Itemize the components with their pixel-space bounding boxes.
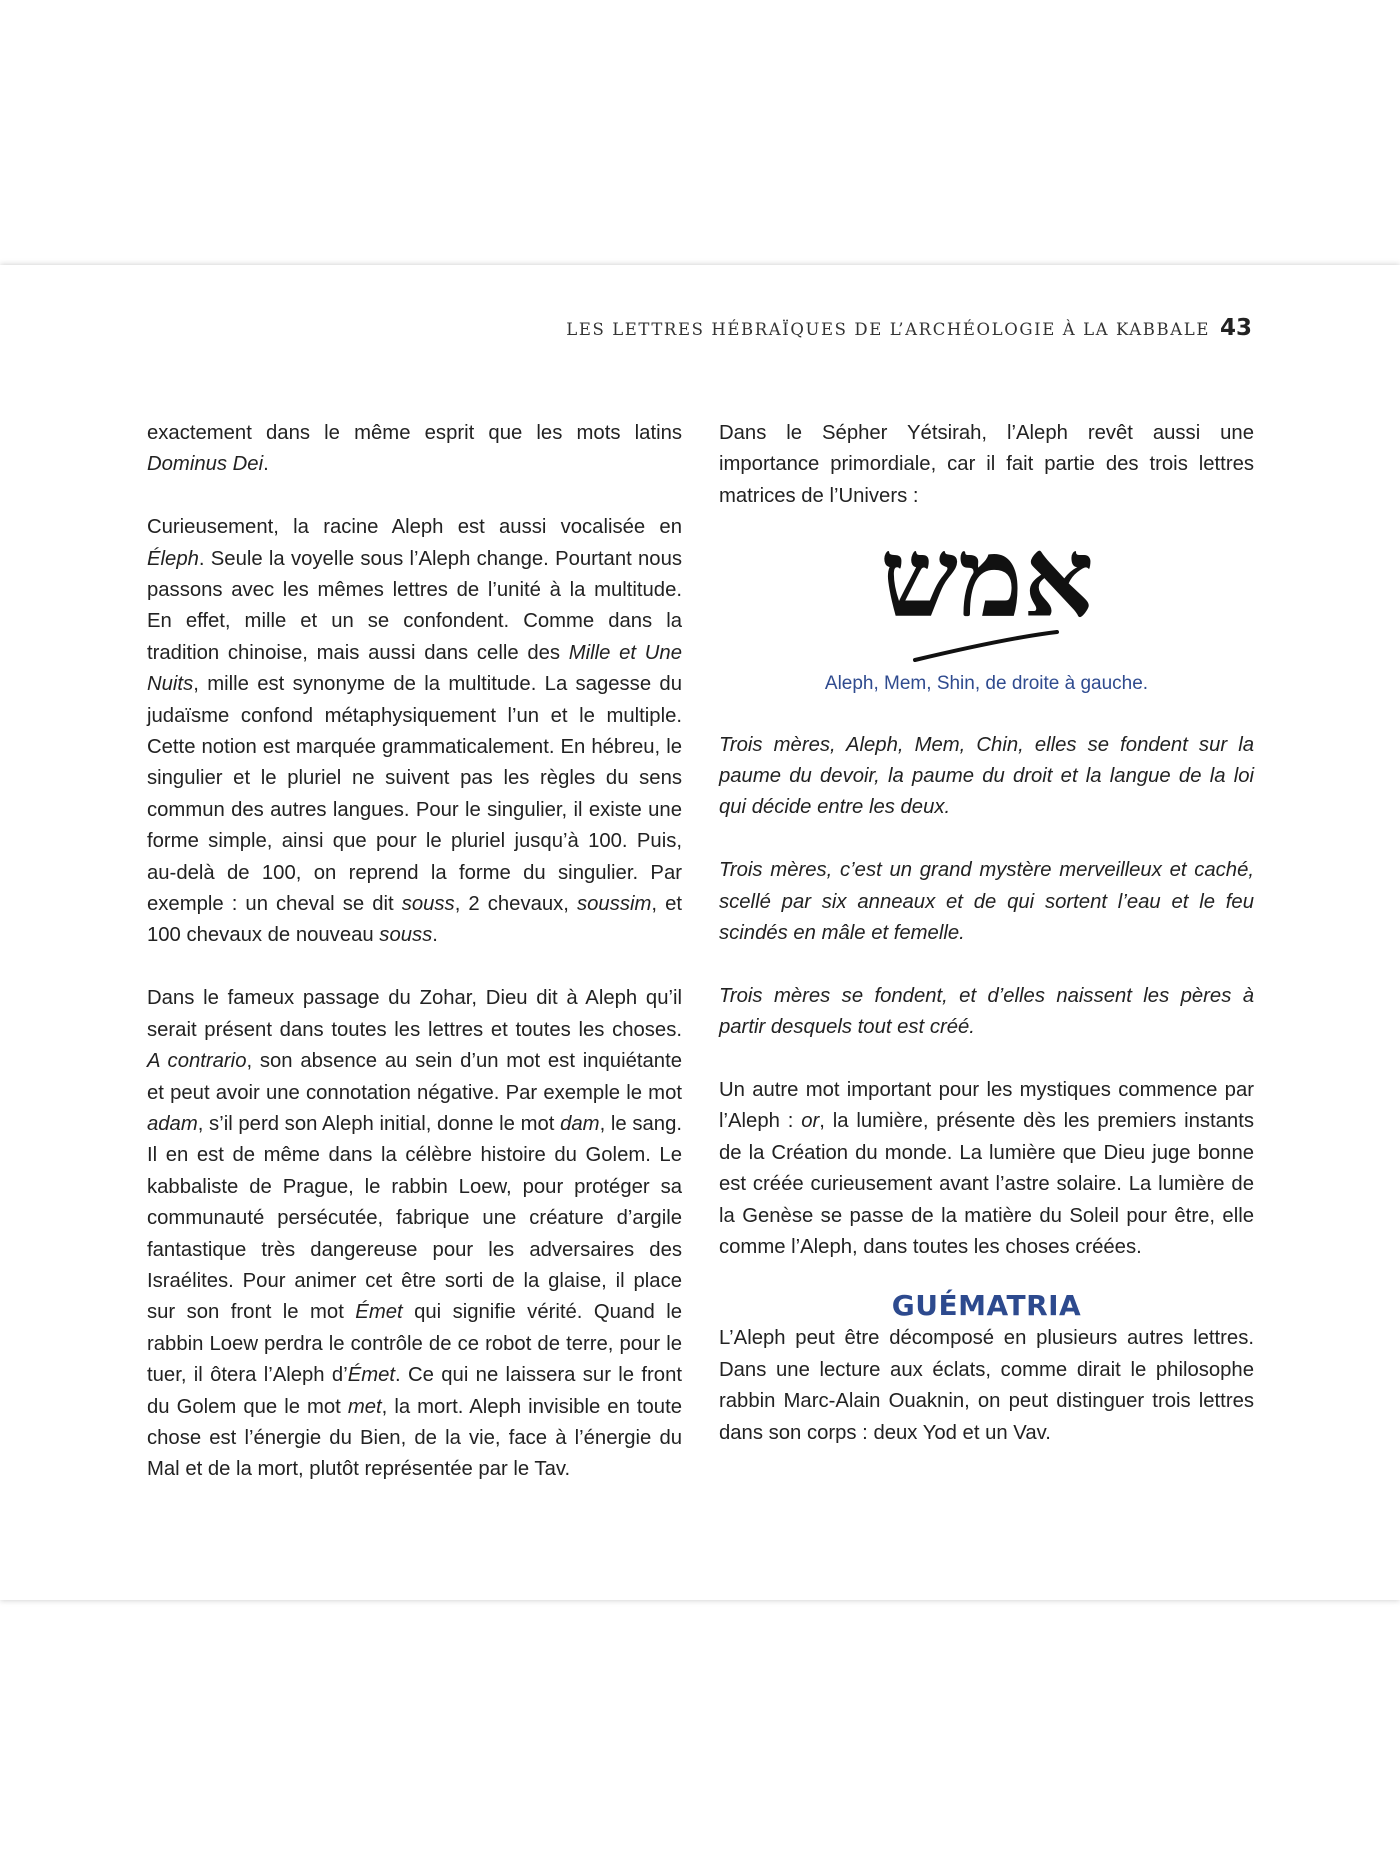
right-paragraph-run-0: Un autre mot important pour les mystiques commence par l’Aleph : <box>719 1079 1254 1133</box>
paragraph-guematria: L’Aleph peut être décomposé en plusieurs autres lettres. Dans une lecture aux éclats, comme dirait le philosophe rabbin Marc-Alain Ouaknin, on peut distinguer trois lettres dans son corps : deux Yod et un Vav. <box>719 1327 1254 1444</box>
right-column <box>719 418 1254 1449</box>
left-paragraph-1-run-4: , mille est synonyme de la multitude. La sagesse du judaïsme confond métaphysiquement l’un et le multiple. Cette notion est marquée grammaticalement. En hébreu, le singulier et le pluriel ne suivent pas les règles du sens commun des autres langues. Pour le singulier, il existe une forme simple, ainsi que pour le pluriel jusqu’à 100. Puis, au-delà de 100, on reprend la forme du singulier. Par exemple : un cheval se dit <box>147 673 682 916</box>
left-paragraph-0-run-0: exactement dans le même esprit que les mots latins <box>147 422 682 444</box>
right-paragraph-run-1: or <box>801 1110 820 1133</box>
left-paragraph-0-run-2: . <box>263 453 269 476</box>
left-paragraph-2-run-9: Émet <box>347 1364 396 1387</box>
quote-3: Trois mères se fondent, et d’elles naissent les pères à partir desquels tout est créé. <box>719 984 1254 1039</box>
left-paragraph-2-run-1: A contrario <box>147 1050 247 1073</box>
left-paragraph-1-run-7: soussim <box>577 893 652 916</box>
left-paragraph-2-run-0: Dans le fameux passage du Zohar, Dieu dit à Aleph qu’il serait présent dans toutes les lettres et toutes les choses. <box>147 987 682 1041</box>
left-paragraph-1-run-9: souss <box>379 924 433 947</box>
figure-caption: Aleph, Mem, Shin, de droite à gauche. <box>824 673 1149 695</box>
right-paragraph-run-2: , la lumière, présente dès les premiers instants de la Création du monde. La lumière que Dieu juge bonne est créée curieusement avant l’astre solaire. La lumière de la Genèse se passe de la matière du Soleil pour être, elle comme l’Aleph, dans toutes les choses créées. <box>719 1110 1254 1259</box>
left-paragraph-1-run-6: , 2 chevaux, <box>454 893 577 916</box>
left-paragraph-2-run-11: met <box>347 1395 382 1418</box>
left-column <box>147 418 682 1486</box>
paragraph-sepher: Dans le Sépher Yétsirah, l’Aleph revêt aussi une importance primordiale, car il fait partie des trois lettres matrices de l’Univers : <box>719 422 1254 507</box>
quote-1: Trois mères, Aleph, Mem, Chin, elles se fondent sur la paume du devoir, la paume du droit et la langue de la loi qui décide entre les deux. <box>719 733 1254 819</box>
left-paragraph-2-run-5: dam <box>560 1112 600 1135</box>
left-paragraph-2-run-6: , le sang. Il en est de même dans la célèbre histoire du Golem. Le kabbaliste de Prague, le rabbin Loew, pour protéger sa communauté persécutée, fabrique une créature d’argile fantastique très dangereuse pour les adversaires des Israélites. Pour animer cet être sorti de la glaise, il place sur son front le mot <box>147 1112 682 1324</box>
paragraph-dominus <box>147 418 682 481</box>
left-paragraph-1-run-3: Mille et Une Nuits <box>147 641 682 696</box>
svg-text:אמש: אמש <box>879 520 1094 643</box>
paragraph-or-lumiere <box>719 1075 1254 1263</box>
left-paragraph-2-run-7: Émet <box>355 1301 403 1324</box>
paragraph-eleph <box>147 512 682 952</box>
left-paragraph-1-run-1: Éleph <box>147 547 199 570</box>
left-paragraph-2-run-3: adam <box>147 1112 198 1135</box>
hebrew-calligraphy <box>857 520 1117 670</box>
left-paragraph-1-run-8: , et 100 chevaux de nouveau <box>147 893 683 947</box>
left-paragraph-2-run-2: , son absence au sein d’un mot est inquiétante et peut avoir une connotation négative. Par exemple le mot <box>147 1050 682 1104</box>
hebrew-calligraphy-figure <box>719 520 1254 698</box>
left-paragraph-2-run-4: , s’il perd son Aleph initial, donne le mot <box>197 1112 561 1135</box>
running-title: LES LETTRES HÉBRAÏQUES DE L’ARCHÉOLOGIE À LA KABBALE <box>566 320 1210 339</box>
running-header <box>566 315 1252 341</box>
left-paragraph-2-run-10: . Ce qui ne laissera sur le front du Golem que le mot <box>147 1364 682 1418</box>
page-number: 43 <box>1219 315 1252 341</box>
quote-2: Trois mères, c’est un grand mystère merveilleux et caché, scellé par six anneaux et de qui sortent l’eau et le feu scindés en mâle et femelle. <box>719 859 1254 945</box>
left-paragraph-2-run-8: qui signifie vérité. Quand le rabbin Loew perdra le contrôle de ce robot de terre, pour le tuer, il ôtera l’Aleph d’ <box>147 1301 682 1387</box>
left-paragraph-1-run-10: . <box>432 924 438 947</box>
section-heading: GUÉMATRIA <box>891 1289 1082 1323</box>
left-paragraph-1-run-2: . Seule la voyelle sous l’Aleph change. Pourtant nous passons avec les mêmes lettres de l’unité à la multitude. En effet, mille et un se confondent. Comme dans la tradition chinoise, mais aussi dans celle des <box>147 547 682 664</box>
left-paragraph-0-run-1: Dominus Dei <box>147 453 264 476</box>
book-page <box>0 265 1400 1600</box>
left-paragraph-1-run-0: Curieusement, la racine Aleph est aussi vocalisée en <box>147 516 682 539</box>
left-paragraph-2-run-12: , la mort. Aleph invisible en toute chose est l’énergie du Bien, de la vie, face à l’énergie du Mal et de la mort, plutôt représentée par le Tav. <box>147 1395 682 1481</box>
paragraph-zohar <box>147 983 682 1486</box>
left-paragraph-1-run-5: souss <box>401 893 455 916</box>
